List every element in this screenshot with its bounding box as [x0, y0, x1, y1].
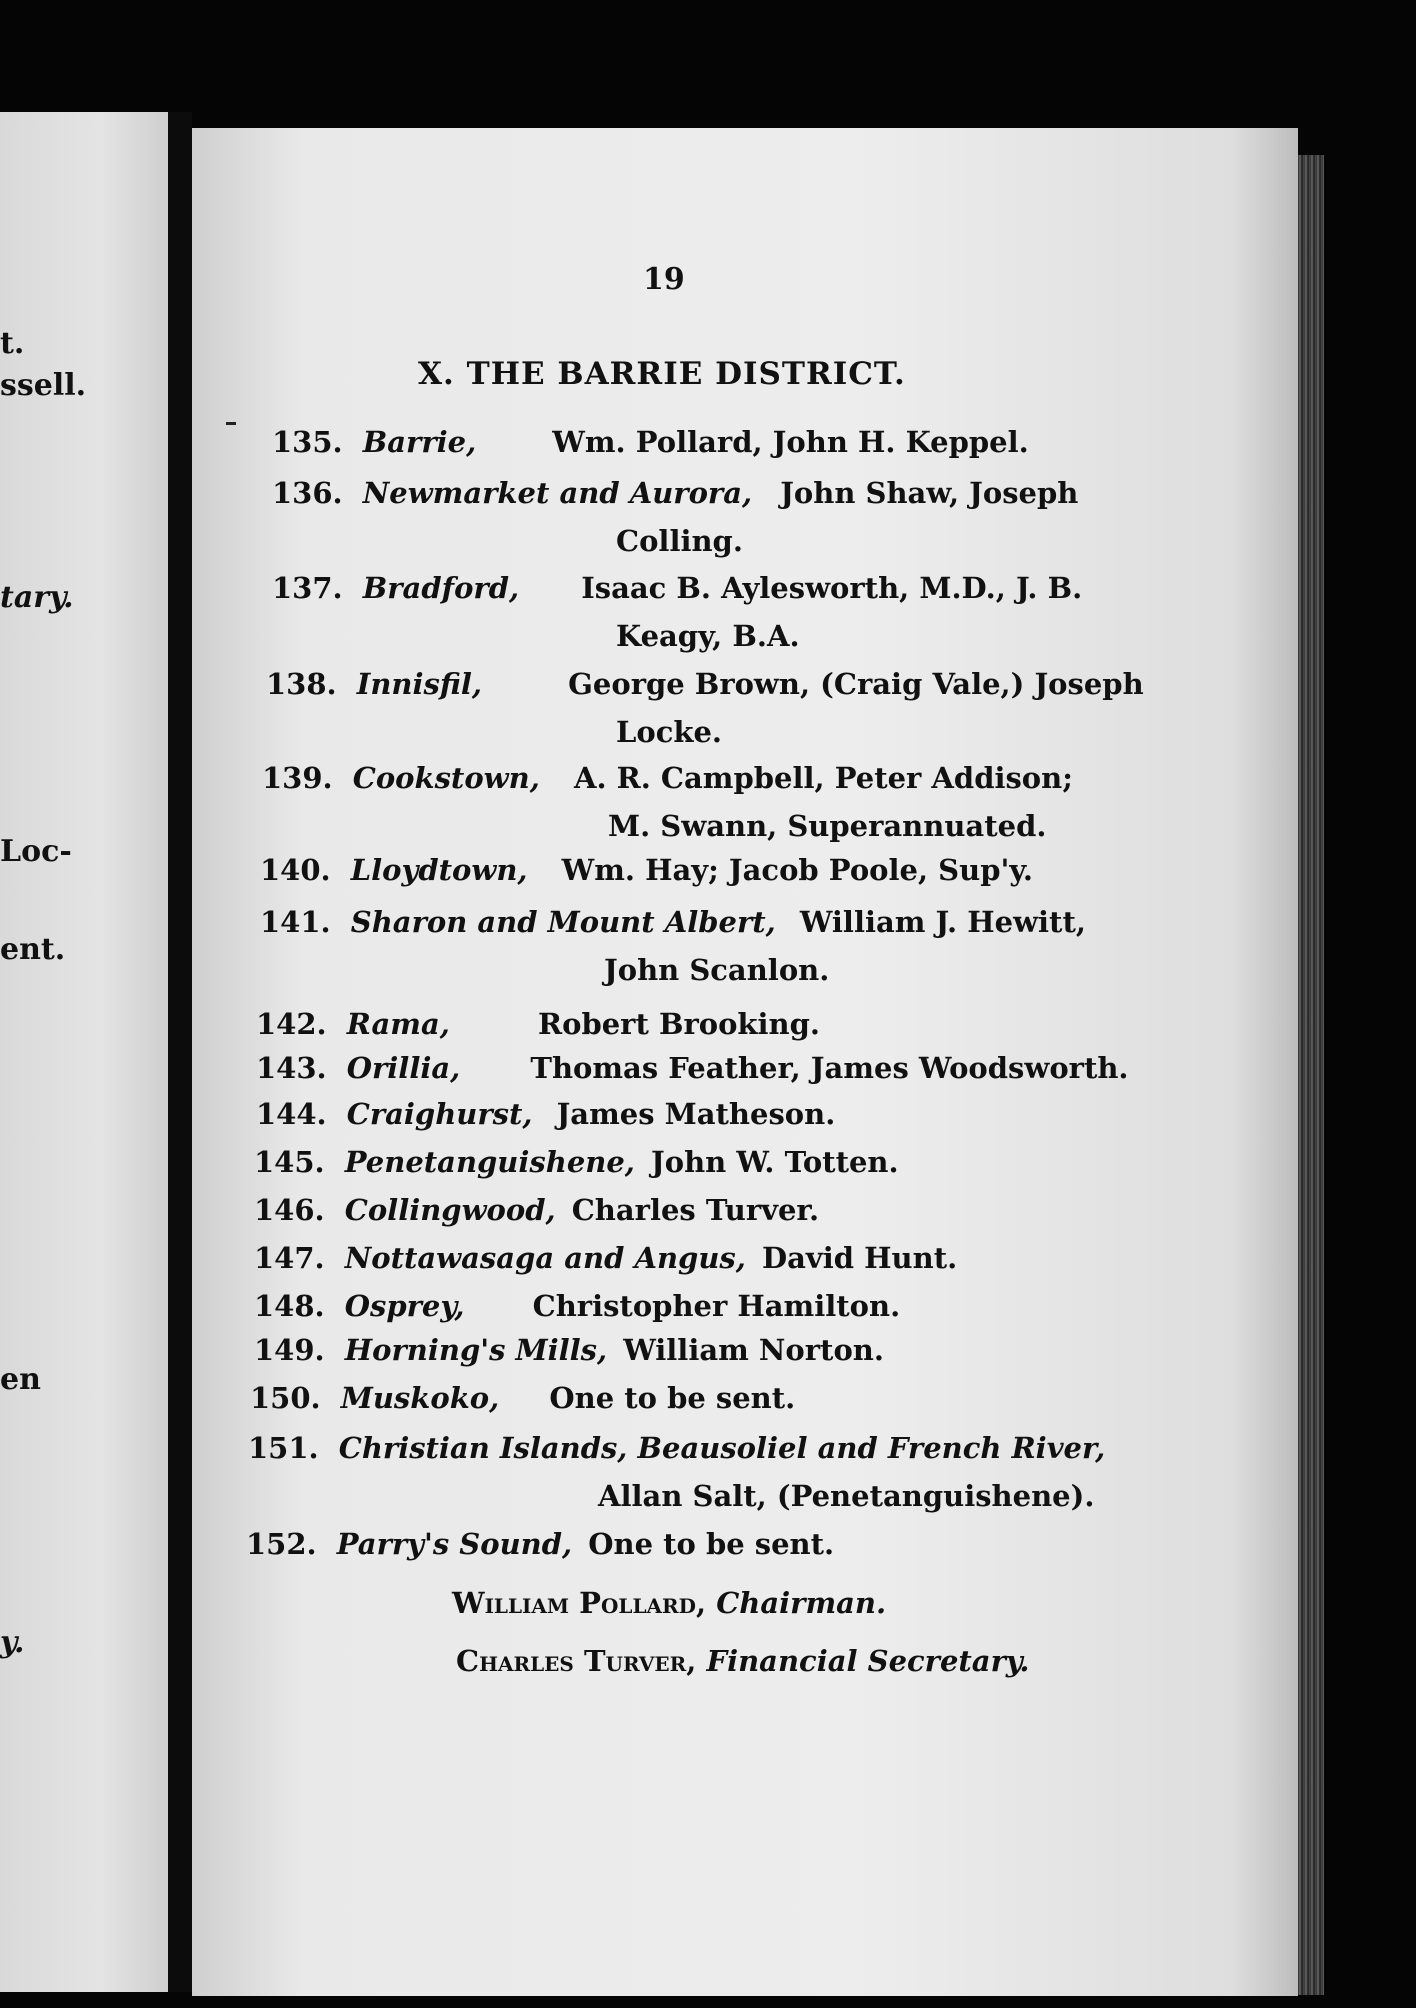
entry-place: Rama,	[346, 1007, 450, 1041]
entry-continuation: Colling.	[616, 524, 743, 558]
entry-number: 147.	[254, 1241, 325, 1275]
entry-ministers: A. R. Campbell, Peter Addison;	[573, 761, 1073, 795]
entry-139	[262, 760, 1073, 796]
entry-number: 142.	[256, 1007, 327, 1041]
entry-number: 152.	[246, 1527, 317, 1561]
entry-number: 144.	[256, 1097, 327, 1131]
entry-ministers: Christopher Hamilton.	[532, 1289, 901, 1323]
entry-number: 143.	[256, 1051, 327, 1085]
entry-151	[248, 1430, 1105, 1466]
entry-number: 149.	[254, 1333, 325, 1367]
entry-ministers: James Matheson.	[556, 1097, 836, 1131]
entry-ministers: William Norton.	[623, 1333, 884, 1367]
entry-ministers: William J. Hewitt,	[799, 905, 1086, 939]
entry-ministers: Thomas Feather, James Woodsworth.	[530, 1051, 1129, 1085]
entry-145	[254, 1144, 899, 1180]
entry-number: 136.	[272, 476, 343, 510]
left-page-fragment: en	[0, 1362, 41, 1397]
signature-name: William Pollard,	[452, 1586, 707, 1620]
entry-ministers: One to be sent.	[549, 1381, 796, 1415]
entry-number: 135.	[272, 425, 343, 459]
entry-place: Orillia,	[346, 1051, 461, 1085]
page-number: 19	[643, 262, 685, 297]
left-page-fragment: ssell.	[0, 368, 87, 403]
entry-continuation: Keagy, B.A.	[616, 619, 800, 653]
entry-place: Osprey,	[344, 1289, 465, 1323]
entry-ministers: John W. Totten.	[651, 1145, 899, 1179]
entry-141	[260, 904, 1086, 940]
entry-place: Bradford,	[362, 571, 520, 605]
left-page-fragment: t.	[0, 326, 25, 361]
entry-138	[266, 666, 1144, 702]
entry-place: Newmarket and Aurora,	[362, 476, 753, 510]
left-page-fragment: Loc-	[0, 834, 72, 869]
entry-140	[260, 852, 1033, 888]
entry-ministers: David Hunt.	[761, 1241, 958, 1275]
left-page-fragment: ent.	[0, 932, 66, 967]
left-page-fragment: tary.	[0, 580, 74, 615]
entry-place: Lloydtown,	[350, 853, 528, 887]
entry-ministers: Wm. Hay; Jacob Poole, Sup'y.	[561, 853, 1033, 887]
entry-148	[254, 1288, 900, 1324]
entry-place: Nottawasaga and Angus,	[344, 1241, 746, 1275]
entry-135	[272, 424, 1029, 460]
section-heading: X. THE BARRIE DISTRICT.	[418, 356, 906, 392]
entry-number: 138.	[266, 667, 337, 701]
entry-place: Collingwood,	[344, 1193, 556, 1227]
entry-150	[250, 1380, 795, 1416]
entry-continuation: John Scanlon.	[604, 953, 830, 987]
ink-mark	[226, 422, 236, 425]
entry-ministers: Charles Turver.	[571, 1193, 820, 1227]
entry-place: Horning's Mills,	[344, 1333, 608, 1367]
signature-role: Financial Secretary.	[706, 1644, 1030, 1678]
left-page	[0, 112, 168, 1992]
entry-142	[256, 1006, 820, 1042]
entry-ministers: One to be sent.	[588, 1527, 835, 1561]
entry-place: Barrie,	[362, 425, 477, 459]
entry-ministers: Wm. Pollard, John H. Keppel.	[552, 425, 1029, 459]
entry-149	[254, 1332, 884, 1368]
left-page-fragment: y.	[0, 1625, 25, 1660]
entry-number: 139.	[262, 761, 333, 795]
signature-chairman	[452, 1586, 886, 1620]
entry-147	[254, 1240, 957, 1276]
entry-ministers: George Brown, (Craig Vale,) Joseph	[568, 667, 1144, 701]
entry-continuation: Allan Salt, (Penetanguishene).	[598, 1479, 1095, 1513]
entry-number: 141.	[260, 905, 331, 939]
entry-ministers: Robert Brooking.	[538, 1007, 820, 1041]
page-edge	[1298, 155, 1324, 1995]
entry-152	[246, 1526, 834, 1562]
entry-number: 150.	[250, 1381, 321, 1415]
entry-144	[256, 1096, 835, 1132]
entry-place: Sharon and Mount Albert,	[350, 905, 776, 939]
entry-136	[272, 475, 1078, 511]
entry-143	[256, 1050, 1129, 1086]
entry-place: Parry's Sound,	[336, 1527, 573, 1561]
entry-place: Christian Islands, Beausoliel and French River,	[338, 1431, 1106, 1465]
entry-number: 137.	[272, 571, 343, 605]
entry-number: 148.	[254, 1289, 325, 1323]
entry-ministers: John Shaw, Joseph	[780, 476, 1079, 510]
entry-146	[254, 1192, 819, 1228]
entry-number: 151.	[248, 1431, 319, 1465]
book-gutter	[168, 112, 192, 1992]
entry-place: Innisfil,	[356, 667, 483, 701]
entry-place: Craighurst,	[346, 1097, 533, 1131]
signature-role: Chairman.	[716, 1586, 887, 1620]
entry-number: 145.	[254, 1145, 325, 1179]
entry-place: Penetanguishene,	[344, 1145, 635, 1179]
entry-place: Muskoko,	[340, 1381, 500, 1415]
entry-number: 146.	[254, 1193, 325, 1227]
signature-name: Charles Turver,	[456, 1644, 697, 1678]
signature-financial-secretary	[456, 1644, 1030, 1678]
entry-137	[272, 570, 1082, 606]
entry-ministers: Isaac B. Aylesworth, M.D., J. B.	[581, 571, 1083, 605]
entry-continuation: M. Swann, Superannuated.	[608, 809, 1047, 843]
entry-continuation: Locke.	[616, 715, 723, 749]
entry-place: Cookstown,	[352, 761, 540, 795]
entry-number: 140.	[260, 853, 331, 887]
